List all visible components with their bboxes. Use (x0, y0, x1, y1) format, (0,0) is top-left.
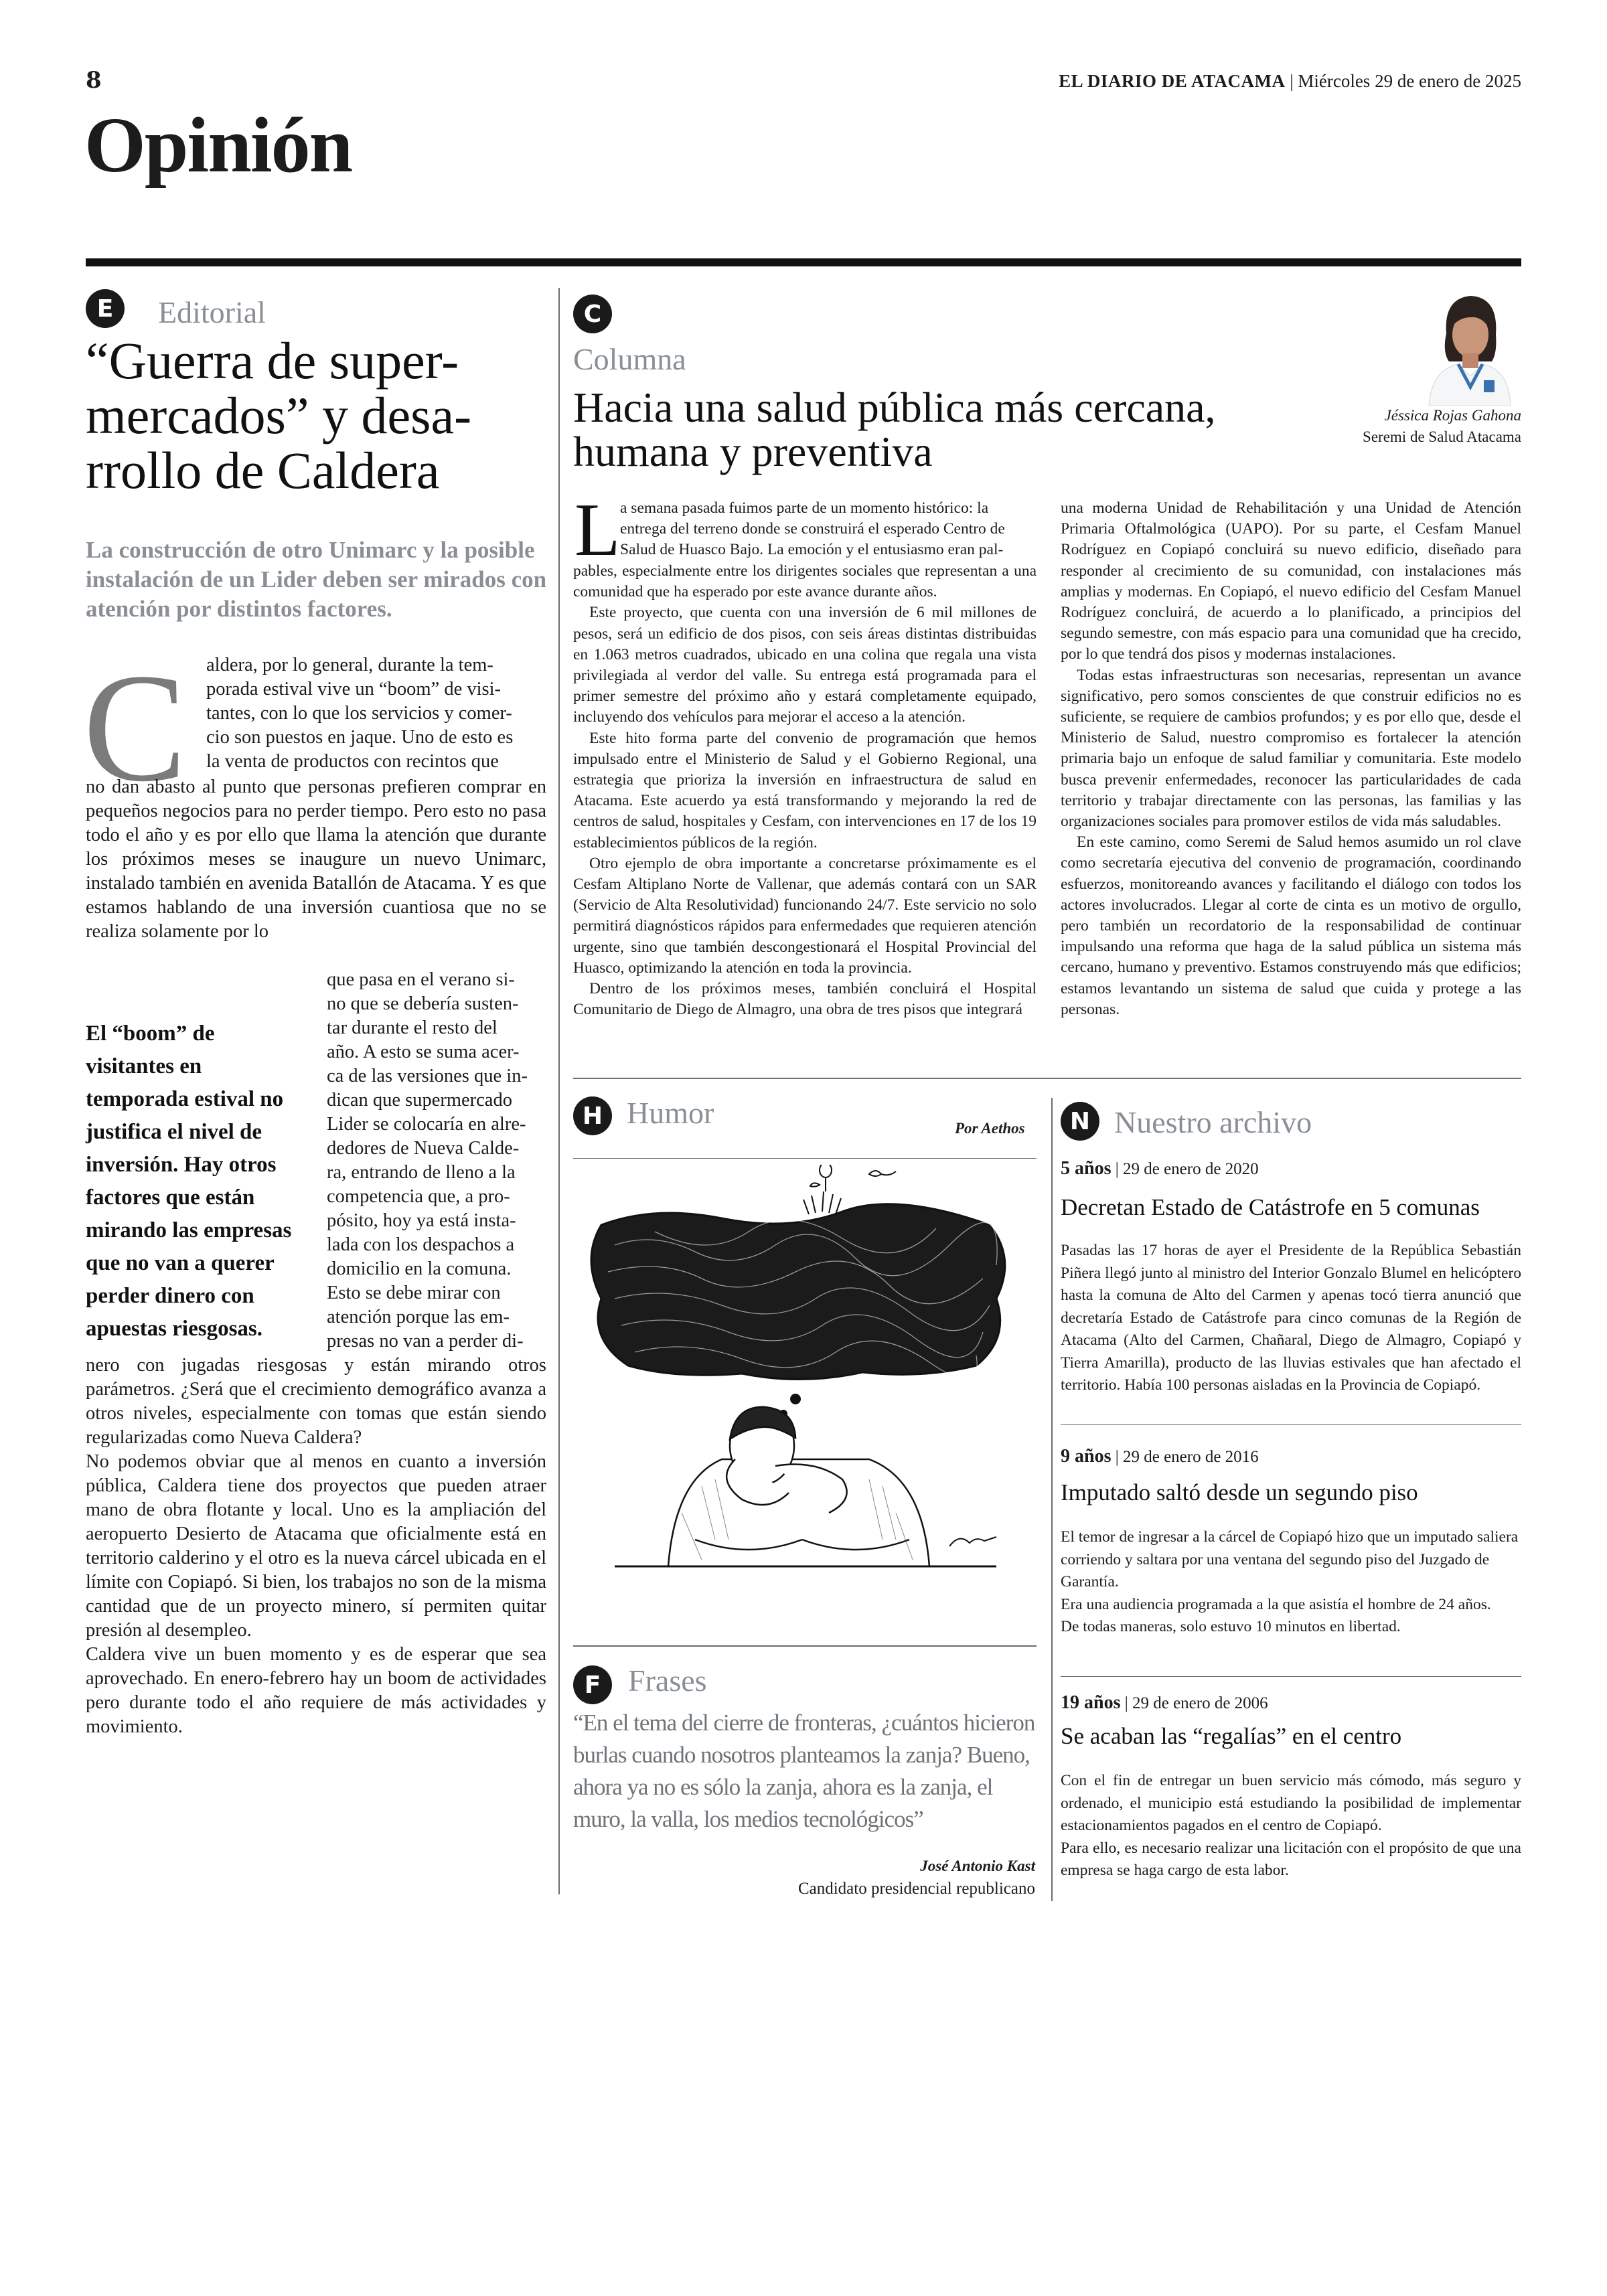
editorial-line: lada con los despachos a (327, 1234, 515, 1255)
editorial-deck: La construcción de otro Unimarc y la posible instalación de un Lider deben ser mirados con atención por distintos factores. (86, 537, 547, 622)
section-divider (573, 1078, 1521, 1079)
editorial-line: domicilio en la comuna. (327, 1258, 512, 1279)
editorial-line: no que se debería susten- (327, 993, 519, 1014)
editorial-line: aldera, por lo general, durante la tem- (206, 655, 493, 675)
section-divider (573, 1645, 1037, 1647)
archivo-years: 5 años (1061, 1158, 1112, 1179)
editorial-pull-quote: El “boom” de visitantes en temporada estival no justifica el nivel de inversión. Hay otros factores que están mirando las empresas que no van a querer perder dinero con apuestas riesgosas. (86, 1021, 292, 1341)
editorial-line: dedores de Nueva Calde- (327, 1138, 520, 1159)
archivo-body: Con el fin de entregar un buen servicio más cómodo, más seguro y ordenado, el municipio está estudiando la posibilidad de implementar estacionamientos pagados en el centro de Copiapó. (1061, 1772, 1521, 1834)
editorial-line: Esto se debe mirar con (327, 1283, 501, 1303)
humor-rule (573, 1158, 1037, 1159)
editorial-paragraph: nero con jugadas riesgosas y están mirando otros parámetros. ¿Será que el crecimiento demográfico avanza a otros niveles, especialmente con tomas que están siendo regularizadas como Nueva Caldera? (86, 1355, 546, 1448)
editorial-intro-lines (206, 653, 546, 774)
editorial-line: año. A esto se suma acer- (327, 1042, 520, 1062)
archivo-body: El temor de ingresar a la cárcel de Copiapó hizo que un imputado saliera corriendo y saltara por una ventana del segundo piso del Juzgado de Garantía. (1061, 1528, 1519, 1590)
archivo-when (1061, 1692, 1521, 1714)
frases-kicker: Frases (628, 1663, 707, 1698)
editorial-line: Lider se colocaría en alre- (327, 1114, 526, 1135)
editorial-body-a: no dan abasto al punto que personas prefieren comprar en pequeños negocios para no perder tiempo. Pero esto no pasa todo el año y es por ello que llama la atención que durante los próximos meses se inaugure un nuevo Unimarc, instalado también en avenida Batallón de Atacama. Y es que estamos hablando de una inversión cuantiosa que no se realiza solamente por lo (86, 776, 546, 942)
editorial-line: competencia que, a pro- (327, 1186, 510, 1207)
frases-quote: “En el tema del cierre de fronteras, ¿cuántos hicieron burlas cuando nosotros planteamos la zanja? Bueno, ahora ya no es sólo la zanja, ahora es la zanja, el muro, la valla, los medios tecnológicos” (573, 1710, 1035, 1832)
humor-byline: Por Aethos (955, 1120, 1025, 1137)
column-right-text (1061, 498, 1521, 1020)
editorial-line: la venta de productos con recintos que (206, 751, 499, 772)
column-headline: Hacia una salud pública más cercana, humana y preventiva (573, 384, 1216, 475)
editorial-line: tantes, con lo que los servicios y comer- (206, 703, 512, 724)
editorial-line: presas no van a perder di- (327, 1331, 524, 1351)
column-paragraph: Todas estas infraestructuras son necesarias, representan un avance significativo, pero somos conscientes de que construir edificios no es suficiente, se requiere de cambios profundos; y es por ello que, desde el Ministerio de Salud, nuestro compromiso es fortalecer la atención primaria bajo un enfoque de salud familiar y comunitaria. Este modelo busca prevenir enfermedades, reconocer las particularidades de cada territorio y trabajar directamente con las personas, las familias y las organizaciones sociales para promover estilos de vida más saludables. (1061, 666, 1521, 831)
archivo-item (1061, 1692, 1521, 1882)
frases-badge: F (573, 1665, 612, 1704)
archivo-badge: N (1061, 1102, 1099, 1141)
issue-date: | Miércoles 29 de enero de 2025 (1285, 71, 1521, 91)
humor-kicker: Humor (627, 1096, 714, 1130)
editorial-paragraph: Caldera vive un buen momento y es de esperar que sea aprovechado. En enero-febrero hay un boom de actividades pero durante todo el año requiere de más actividades y movimiento. (86, 1644, 546, 1737)
section-rule (86, 258, 1521, 266)
column-paragraph: pables, especialmente entre los dirigentes sociales que representan a una comunidad que ha esperado por este avance durante años. (573, 562, 1037, 601)
archivo-body: Pasadas las 17 horas de ayer el Presidente de la República Sebastián Piñera llegó junto al ministro del Interior Gonzalo Blumel en helicóptero hasta la comuna de Alto del Carmen y apenas tocó tierra anunció que decretaría Estado de Catástrofe para cinco comunas de la Región de Atacama (Alto del Carmen, Chañaral, Diego de Almagro, Copiapó y Tierra Amarilla), producto de las lluvias estivales que han afectado el territorio. Había 100 personas aisladas en la Provincia de Copiapó. (1061, 1242, 1521, 1394)
archivo-date: | 29 de enero de 2006 (1120, 1694, 1268, 1712)
archivo-body: De todas maneras, solo estuvo 10 minutos en libertad. (1061, 1618, 1401, 1635)
editorial-line: que pasa en el verano si- (327, 969, 515, 990)
editorial-line: dican que supermercado (327, 1090, 512, 1111)
column-paragraph: Este hito forma parte del convenio de programación que hemos impulsado entre el Ministerio de Salud y el Gobierno Regional, una estrategia que prioriza la inversión en infraestructura de salud en Atacama. Este acuerdo ya está transformando y mejorando la red de centros de salud, hospitales y Cesfam, con intervenciones en 17 de los 19 establecimientos públicos de la región. (573, 729, 1037, 851)
cartoon (575, 1165, 1037, 1607)
editorial-paragraph: No podemos obviar que al menos en cuanto a inversión pública, Caldera tiene dos proyectos que pueden atraer mano de obra flotante y local. Uno es la ampliación del aeropuerto Desierto de Atacama que oficialmente está en territorio calderino y el otro es la nueva cárcel ubicada en el límite con Copiapó. Si bien, los trabajos no son de la misma cantidad que de un proyecto minero, sí permiten quitar presión al desempleo. (86, 1451, 546, 1641)
archivo-body: Para ello, es necesario realizar una licitación con el propósito de que una empresa se haga cargo de esta labor. (1061, 1839, 1521, 1879)
editorial-line: cio son puestos en jaque. Uno de esto es (206, 727, 514, 748)
column-badge: C (573, 295, 612, 333)
column-line: Salud de Huasco Bajo. La emoción y el entusiasmo eran pal- (620, 541, 1004, 559)
column-author-name: Jéssica Rojas Gahona (1384, 407, 1521, 424)
page-number: 8 (86, 67, 102, 94)
column-line: entrega del terreno donde se construirá el esperado Centro de (620, 520, 1005, 538)
archivo-kicker: Nuestro archivo (1114, 1105, 1312, 1139)
column-paragraph: Este proyecto, que cuenta con una inversión de 6 mil millones de pesos, será un edificio de dos pisos, con seis áreas distintas distribuidas en 1.063 metros cuadrados, ubicado en una colina que regala una vista privilegiada al verdor del valle. Su entrega está programada para el primer semestre del próximo año y estará completamente equipado, incluyendo dos vehículos para mejorar el acceso a la atención. (573, 604, 1037, 726)
masthead (1059, 71, 1521, 92)
column-paragraph: En este camino, como Seremi de Salud hemos asumido un rol clave como secretaría ejecutiva del convenio de programación, coordinando esfuerzos, monitoreando avances y facilitando el diálogo con todos los actores involucrados. Llegar al corte de cinta es un motivo de orgullo, pero también un recordatorio de la responsabilidad de continuar impulsando una reforma que haga de la salud pública un sistema más cercano, humano y preventivo. Estamos construyendo más que edificios; estamos levantando un sistema de salud que cuida y protege a las personas. (1061, 833, 1521, 1018)
editorial-kicker: Editorial (158, 295, 266, 329)
editorial-line: ra, entrando de lleno a la (327, 1162, 516, 1183)
column-paragraph: Dentro de los próximos meses, también concluirá el Hospital Comunitario de Diego de Almagro, una obra de tres pisos que integrará (573, 980, 1037, 1019)
archivo-divider (1061, 1424, 1521, 1425)
column-paragraph: Otro ejemplo de obra importante a concretarse próximamente es el Cesfam Altiplano Norte de Vallenar, que además contará con un SAR (Servicio de Alta Resolutividad) funcionando 24/7. Este servicio no solo permitirá diagnósticos rápidos para enfermedades que requieren atención urgente, sino que también descongestionará el Hospital Provincial del Huasco, optimizando la atención en toda la provincia. (573, 854, 1037, 977)
editorial-line: porada estival vive un “boom” de visi- (206, 679, 502, 700)
column-kicker: Columna (573, 342, 686, 376)
editorial-badge: E (86, 289, 125, 328)
humor-badge: H (573, 1096, 612, 1135)
archivo-title: Decretan Estado de Catástrofe en 5 comunas (1061, 1194, 1480, 1220)
archivo-years: 19 años (1061, 1692, 1121, 1713)
column-intro-lines (620, 498, 1037, 561)
archivo-title: Imputado saltó desde un segundo piso (1061, 1479, 1418, 1505)
editorial-headline: “Guerra de super-mercados” y desa-rrollo de Caldera (86, 331, 472, 499)
archivo-when (1061, 1446, 1521, 1467)
archivo-date: | 29 de enero de 2016 (1111, 1448, 1259, 1466)
section-title: Opinión (84, 101, 352, 189)
archivo-title: Se acaban las “regalías” en el centro (1061, 1723, 1402, 1749)
editorial-body-b (86, 1354, 546, 1739)
editorial-narrow-column (327, 968, 546, 1354)
editorial-line: atención porque las em- (327, 1307, 510, 1327)
editorial-line: pósito, hoy ya está insta- (327, 1210, 516, 1231)
column-author-role: Seremi de Salud Atacama (1363, 428, 1521, 445)
column-drop-cap: L (575, 489, 621, 572)
column-divider (1051, 1098, 1053, 1901)
archivo-body: Era una audiencia programada a la que asistía el hombre de 24 años. (1061, 1595, 1491, 1613)
newspaper-name: EL DIARIO DE ATACAMA (1059, 71, 1286, 91)
column-paragraph: una moderna Unidad de Rehabilitación y una Unidad de Atención Primaria Oftalmológica (UAPO). Por su parte, el Cesfam Manuel Rodríguez en Copiapó concluirá su nuevo edificio, diseñado para responder al crecimiento de su comunidad, con instalaciones más amplias y modernas. En Copiapó, el nuevo edificio del Cesfam Manuel Rodríguez concluirá, de acuerdo a lo planificado, a principios del segundo semestre, con más espacio para una comunidad que ha crecido, por lo que tendrá dos pisos y modernas instalaciones. (1061, 499, 1521, 663)
editorial-line: ca de las versiones que in- (327, 1066, 528, 1086)
archivo-divider (1061, 1676, 1521, 1677)
archivo-years: 9 años (1061, 1446, 1112, 1467)
author-photo (1417, 286, 1521, 406)
editorial-drop-cap: C (83, 642, 187, 814)
archivo-date: | 29 de enero de 2020 (1111, 1160, 1259, 1178)
frases-author-role: Candidato presidencial republicano (797, 1880, 1035, 1898)
archivo-when (1061, 1158, 1521, 1179)
archivo-item (1061, 1158, 1521, 1397)
column-left-text (573, 561, 1037, 1020)
column-divider (558, 288, 560, 1894)
archivo-item (1061, 1446, 1521, 1639)
frases-author: José Antonio Kast (920, 1858, 1035, 1874)
column-line: a semana pasada fuimos parte de un momento histórico: la (620, 499, 989, 517)
editorial-line: tar durante el resto del (327, 1017, 498, 1038)
